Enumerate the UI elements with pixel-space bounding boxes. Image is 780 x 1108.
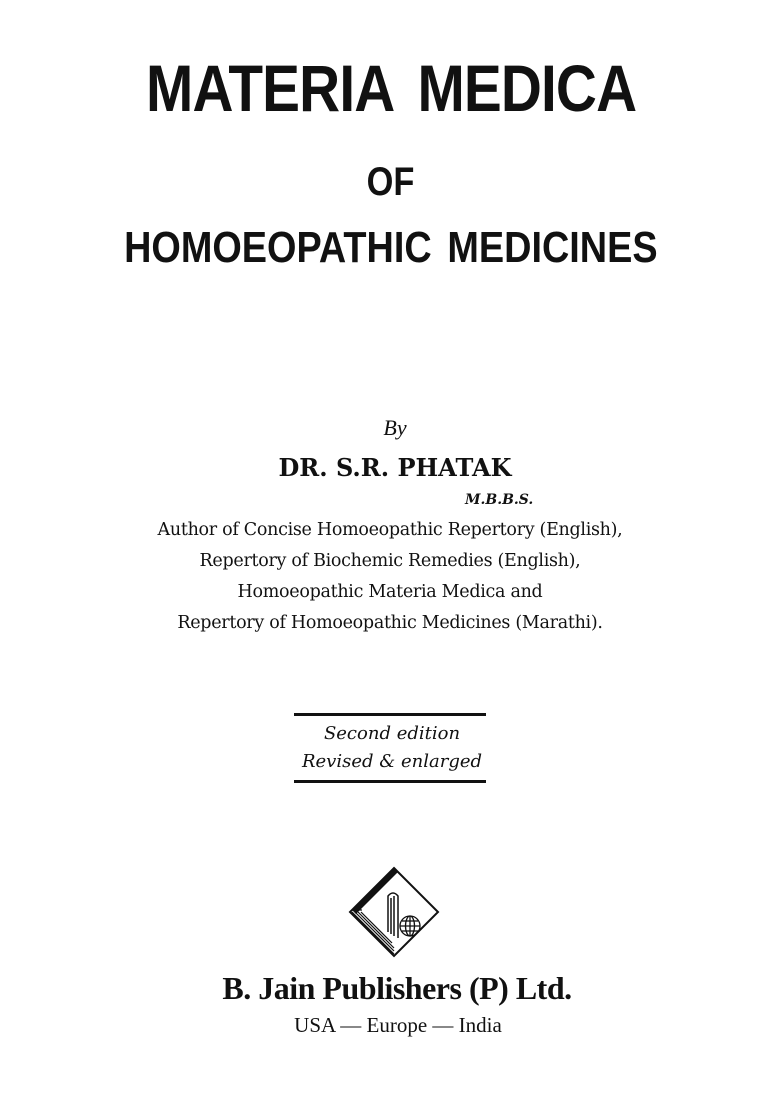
author-name: DR. S.R. PHATAK bbox=[278, 453, 512, 482]
edition-rule-top bbox=[294, 713, 486, 716]
author-degree: M.B.B.S. bbox=[465, 492, 534, 508]
credit-line: Homoeopathic Materia Medica and bbox=[237, 582, 543, 602]
edition-line: Second edition bbox=[323, 723, 461, 744]
edition-line: Revised & enlarged bbox=[301, 751, 483, 772]
publisher-locations: USA — Europe — India bbox=[294, 1013, 502, 1037]
edition-rule-bottom bbox=[294, 780, 486, 783]
book-title: MATERIA MEDICA bbox=[146, 51, 637, 125]
author-credits bbox=[0, 515, 780, 639]
book-title-connector: OF bbox=[366, 160, 415, 204]
book-subtitle: HOMOEOPATHIC MEDICINES bbox=[124, 223, 658, 272]
credit-line: Repertory of Biochemic Remedies (English), bbox=[199, 551, 581, 571]
byline-by: By bbox=[383, 415, 407, 440]
credit-line: Repertory of Homoeopathic Medicines (Marathi). bbox=[177, 613, 603, 633]
book-globe-diamond-logo-icon bbox=[348, 866, 440, 958]
edition-info bbox=[0, 720, 780, 776]
credit-line: Author of Concise Homoeopathic Repertory (English), bbox=[157, 520, 623, 540]
publisher-name: B. Jain Publishers (P) Ltd. bbox=[222, 970, 572, 1006]
